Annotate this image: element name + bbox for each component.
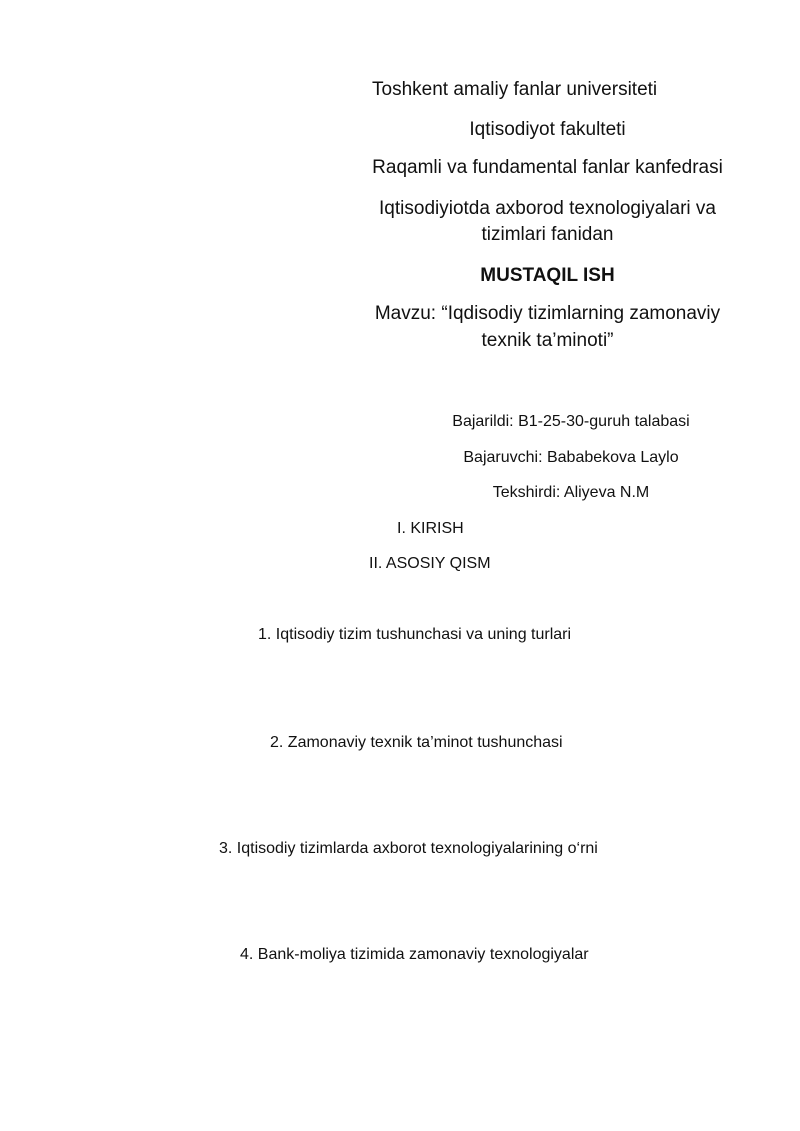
subject-line-1: Iqtisodiyiotda axborod texnologiyalari va <box>379 198 716 219</box>
outline-part-intro: I. KIRISH <box>397 520 464 537</box>
university-name: Toshkent amaliy fanlar universiteti <box>372 79 658 100</box>
department-name: Raqamli va fundamental fanlar kanfedrasi <box>372 157 723 178</box>
outline-item-2: 2. Zamonaviy texnik ta’minot tushunchasi <box>270 734 563 751</box>
faculty-name: Iqtisodiyot fakulteti <box>469 119 626 140</box>
credit-checker: Tekshirdi: Aliyeva N.M <box>492 484 650 501</box>
outline-item-4: 4. Bank-moliya tizimida zamonaviy texnologiyalar <box>240 946 589 963</box>
outline-part-main: II. ASOSIY QISM <box>369 555 491 572</box>
subject-line-2: tizimlari fanidan <box>481 224 614 245</box>
credit-performer: Bajaruvchi: Bababekova Laylo <box>463 449 679 466</box>
document-type-title: MUSTAQIL ISH <box>480 265 615 286</box>
outline-item-3: 3. Iqtisodiy tizimlarda axborot texnologiyalarining o‘rni <box>219 840 598 857</box>
outline-item-1: 1. Iqtisodiy tizim tushunchasi va uning turlari <box>258 626 572 643</box>
credit-completed: Bajarildi: B1-25-30-guruh talabasi <box>452 413 690 430</box>
topic-line-2: texnik ta’minoti” <box>481 330 614 351</box>
topic-line-1: Mavzu: “Iqdisodiy tizimlarning zamonaviy <box>374 303 721 324</box>
